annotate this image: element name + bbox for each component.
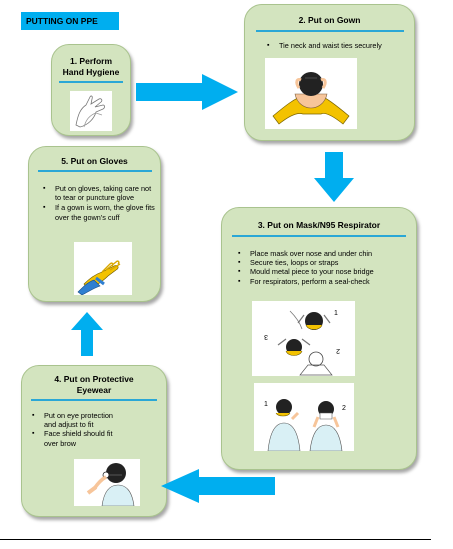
step-3-list bbox=[222, 249, 416, 287]
step-4-list bbox=[22, 411, 124, 449]
step-3-bullet: ▪ For respirators, perform a seal-check bbox=[250, 277, 416, 286]
step-5-card bbox=[28, 146, 161, 302]
step-2-card bbox=[244, 4, 415, 141]
step-2-bullet: ▪ Tie neck and waist ties securely bbox=[279, 41, 414, 50]
step-5-list bbox=[29, 184, 155, 223]
mask-label-2: 2 bbox=[336, 347, 340, 354]
step-1-rule bbox=[59, 81, 123, 83]
step-4-bullet: ▪ Face shield should fit over brow bbox=[44, 429, 124, 448]
step-1-title: 1. Perform Hand Hygiene bbox=[62, 56, 120, 77]
step-1-card bbox=[51, 44, 131, 136]
arrow-down-icon bbox=[314, 152, 354, 202]
mask-label-1: 1 bbox=[334, 310, 338, 317]
step-5-bullet: ▪ Put on gloves, taking care not to tear or puncture glove bbox=[55, 184, 155, 203]
page-divider bbox=[0, 539, 431, 540]
step-3-rule bbox=[232, 235, 406, 237]
step-5-bullet: ▪ If a gown is worn, the glove fits over the gown's cuff bbox=[55, 203, 155, 222]
step-2-title: 2. Put on Gown bbox=[298, 15, 361, 25]
step-3-title: 3. Put on Mask/N95 Respirator bbox=[257, 220, 381, 230]
step-5-title: 5. Put on Gloves bbox=[61, 156, 128, 166]
step-3-card bbox=[221, 207, 417, 470]
mask-fit-label-2: 2 bbox=[342, 405, 346, 412]
step-3-bullet: ▪ Mould metal piece to your nose bridge bbox=[250, 267, 416, 276]
arrow-up-icon bbox=[71, 312, 103, 356]
mask-label-3: 3 bbox=[264, 333, 268, 340]
step-3-bullet: ▪ Place mask over nose and under chin bbox=[250, 249, 416, 258]
step-3-bullet: ▪ Secure ties, loops or straps bbox=[250, 258, 416, 267]
page-title: PUTTING ON PPE bbox=[21, 12, 119, 30]
step-4-title: 4. Put on Protective Eyewear bbox=[54, 374, 134, 395]
step-2-rule bbox=[256, 30, 404, 32]
gown-image bbox=[265, 58, 357, 129]
step-4-rule bbox=[31, 399, 157, 401]
step-4-bullet: ▪ Put on eye protection and adjust to fit bbox=[44, 411, 124, 430]
step-5-rule bbox=[38, 170, 152, 172]
gloves-image bbox=[74, 242, 132, 295]
mask-fit-label-1: 1 bbox=[264, 401, 268, 408]
arrow-right-icon bbox=[136, 74, 238, 110]
step-2-list bbox=[245, 41, 414, 50]
eyewear-image bbox=[74, 459, 140, 506]
arrow-left-icon bbox=[161, 469, 275, 503]
mask-fit-image bbox=[254, 383, 354, 451]
mask-ties-image bbox=[252, 301, 355, 376]
hand-hygiene-image bbox=[70, 91, 112, 131]
step-4-card bbox=[21, 365, 167, 517]
